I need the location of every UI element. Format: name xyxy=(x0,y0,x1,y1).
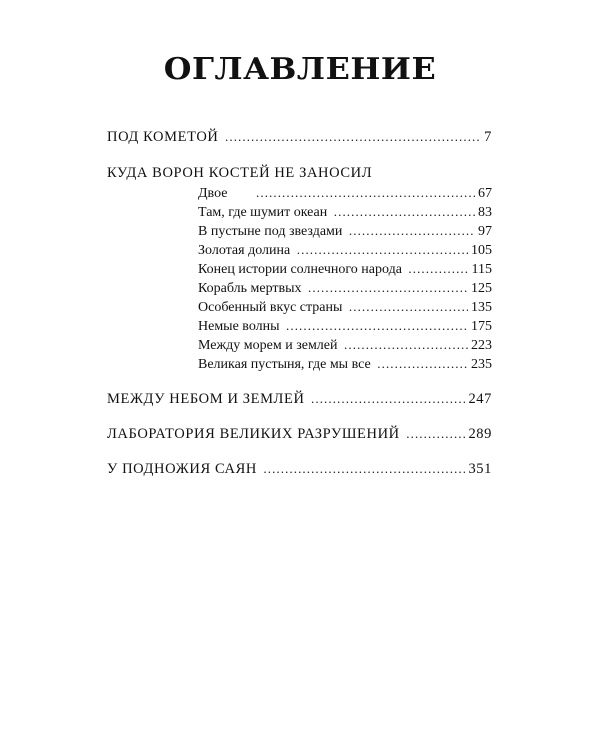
toc-entry-page: 97 xyxy=(478,224,492,239)
toc-entry-title: Там, где шумит океан xyxy=(198,205,328,220)
toc-subentry xyxy=(198,203,492,222)
toc-entry xyxy=(107,390,492,408)
toc-entry-title: МЕЖДУ НЕБОМ И ЗЕМЛЕЙ xyxy=(107,391,305,407)
toc-entry-page: 83 xyxy=(478,205,492,220)
toc-entry-page: 115 xyxy=(471,262,492,277)
toc-entry-title: ЛАБОРАТОРИЯ ВЕЛИКИХ РАЗРУШЕНИЙ xyxy=(107,426,400,442)
toc-entry-title: Корабль мертвых xyxy=(198,281,302,296)
toc-entry-title: Особенный вкус страны xyxy=(198,300,343,315)
toc-entry-page: 175 xyxy=(471,319,492,334)
page-title: ОГЛАВЛЕНИЕ xyxy=(163,52,437,87)
toc-subentry xyxy=(198,355,492,374)
toc-subentry xyxy=(198,298,492,317)
toc-entry-page: 7 xyxy=(484,129,492,145)
toc-entry-title: У ПОДНОЖИЯ САЯН xyxy=(107,461,257,477)
toc-entry-page: 289 xyxy=(468,426,492,442)
toc-subentry xyxy=(198,260,492,279)
dot-leader xyxy=(348,222,475,240)
toc-entry-title: В пустыне под звездами xyxy=(198,224,343,239)
toc-section-heading: КУДА ВОРОН КОСТЕЙ НЕ ЗАНОСИЛ xyxy=(107,165,373,181)
toc-entry-title: Золотая долина xyxy=(198,243,291,258)
dot-leader xyxy=(286,317,468,335)
dot-leader xyxy=(224,128,481,146)
toc-entry-title: Конец истории солнечного народа xyxy=(198,262,402,277)
dot-leader xyxy=(263,460,466,478)
toc-entry xyxy=(107,128,492,146)
toc-entry xyxy=(107,460,492,478)
dot-leader xyxy=(408,260,469,278)
toc-entry-page: 135 xyxy=(471,300,492,315)
dot-leader xyxy=(406,425,466,443)
dot-leader xyxy=(308,279,468,297)
toc-entry-page: 105 xyxy=(471,243,492,258)
toc-subentry xyxy=(198,241,492,260)
toc-subentry xyxy=(198,279,492,298)
toc-entry-title: ПОД КОМЕТОЙ xyxy=(107,129,219,145)
toc-entry-page: 125 xyxy=(471,281,492,296)
dot-leader xyxy=(255,184,475,202)
toc-entry-page: 235 xyxy=(471,357,492,372)
toc-entry-page: 351 xyxy=(468,461,492,477)
toc-entry-title: Между морем и землей xyxy=(198,338,338,353)
toc-entry-title: Двое xyxy=(198,186,228,201)
dot-leader xyxy=(296,241,468,259)
toc-entry-title: Немые волны xyxy=(198,319,280,334)
dot-leader xyxy=(348,298,468,316)
toc-subentry xyxy=(198,184,492,203)
dot-leader xyxy=(333,203,475,221)
dot-leader xyxy=(311,390,466,408)
toc-entry-page: 247 xyxy=(468,391,492,407)
dot-leader xyxy=(344,336,469,354)
toc-subentry xyxy=(198,222,492,241)
toc-entry-page: 67 xyxy=(478,186,492,201)
toc-subentry xyxy=(198,317,492,336)
toc-subentry xyxy=(198,336,492,355)
toc-entry xyxy=(107,425,492,443)
toc-entry-page: 223 xyxy=(471,338,492,353)
toc-entry-title: Великая пустыня, где мы все xyxy=(198,357,371,372)
dot-leader xyxy=(377,355,468,373)
